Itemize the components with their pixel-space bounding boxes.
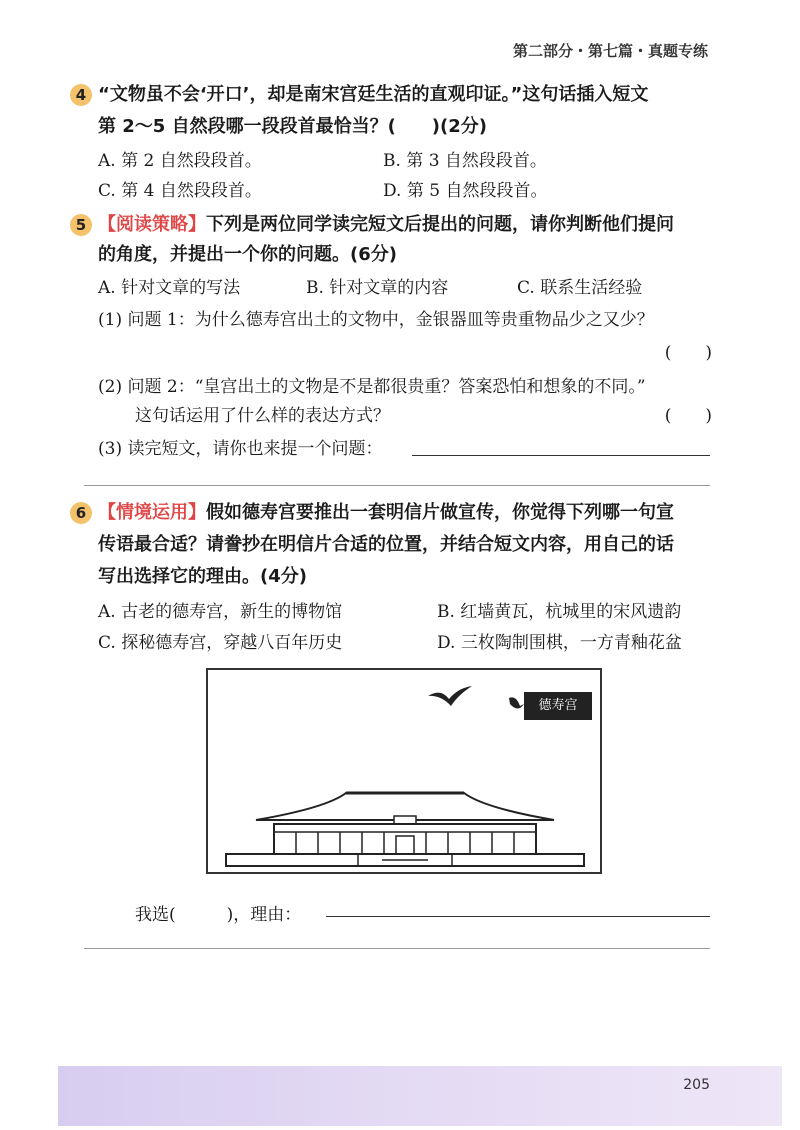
- question-6-line-1: [98, 496, 674, 529]
- question-6-option-a: A. 古老的德寿宫，新生的博物馆: [98, 602, 343, 622]
- question-5-sub-1-answer[interactable]: ( ): [664, 343, 712, 363]
- bird-icon: [428, 686, 472, 706]
- question-5-option-c: C. 联系生活经验: [517, 278, 643, 298]
- question-4-badge: 4: [70, 84, 92, 106]
- question-6-badge: 6: [70, 502, 92, 524]
- answer-prefix: 我选( )，理由：: [135, 905, 302, 925]
- question-5-line-2: 的角度，并提出一个你的问题。(6分): [98, 244, 397, 265]
- question-5-option-b: B. 针对文章的内容: [306, 278, 449, 298]
- question-5-badge: 5: [70, 214, 92, 236]
- question-6-option-d: D. 三枚陶制围棋，一方青釉花盆: [437, 633, 682, 653]
- question-6-text: 假如德寿宫要推出一套明信片做宣传，你觉得下列哪一句宣: [206, 502, 674, 523]
- question-4-line-2: 第 2～5 自然段哪一段段首最恰当？( )(2分): [98, 116, 488, 137]
- question-4-line-1: “文物虽不会‘开口’，却是南宋宫廷生活的直观印证。”这句话插入短文: [98, 84, 649, 105]
- page-number: 205: [683, 1077, 710, 1093]
- question-5-tag: 【阅读策略】: [98, 214, 206, 235]
- question-4-option-c: C. 第 4 自然段段首。: [98, 181, 262, 201]
- question-6-line-3: 写出选择它的理由。(4分): [98, 566, 307, 587]
- divider: [84, 485, 710, 486]
- question-5-text: 下列是两位同学读完短文后提出的问题，请你判断他们提问: [206, 214, 674, 235]
- section-header: 第二部分・第七篇・真题专练: [512, 42, 708, 60]
- question-6-tag: 【情境运用】: [98, 502, 206, 523]
- question-5-answer-line[interactable]: [412, 455, 710, 456]
- question-5-option-a: A. 针对文章的写法: [98, 278, 241, 298]
- question-4-option-b: B. 第 3 自然段段首。: [383, 151, 547, 171]
- question-6-option-b: B. 红墙黄瓦，杭城里的宋风遗韵: [437, 602, 682, 622]
- question-5-line-1: [98, 208, 674, 241]
- answer-line[interactable]: [326, 916, 710, 917]
- divider-bottom: [84, 948, 710, 949]
- question-6-option-c: C. 探秘德寿宫，穿越八百年历史: [98, 633, 343, 653]
- question-4-option-a: A. 第 2 自然段段首。: [98, 151, 262, 171]
- question-5-sub-2-line-1: (2) 问题 2：“皇宫出土的文物是不是都很贵重？答案恐怕和想象的不同。”: [98, 377, 646, 397]
- question-6-line-2: 传语最合适？请誊抄在明信片合适的位置，并结合短文内容，用自己的话: [98, 534, 674, 555]
- postcard-stamp: 德寿宫: [524, 692, 592, 720]
- footer-band: [58, 1066, 782, 1126]
- bird-icon: [509, 697, 524, 708]
- question-5-sub-3: (3) 读完短文，请你也来提一个问题：: [98, 439, 383, 459]
- question-5-sub-2-answer[interactable]: ( ): [664, 406, 712, 426]
- question-5-sub-1: (1) 问题 1：为什么德寿宫出土的文物中，金银器皿等贵重物品少之又少？: [98, 310, 654, 330]
- question-4-option-d: D. 第 5 自然段段首。: [383, 181, 548, 201]
- question-5-sub-2-line-2: 这句话运用了什么样的表达方式？: [135, 406, 390, 426]
